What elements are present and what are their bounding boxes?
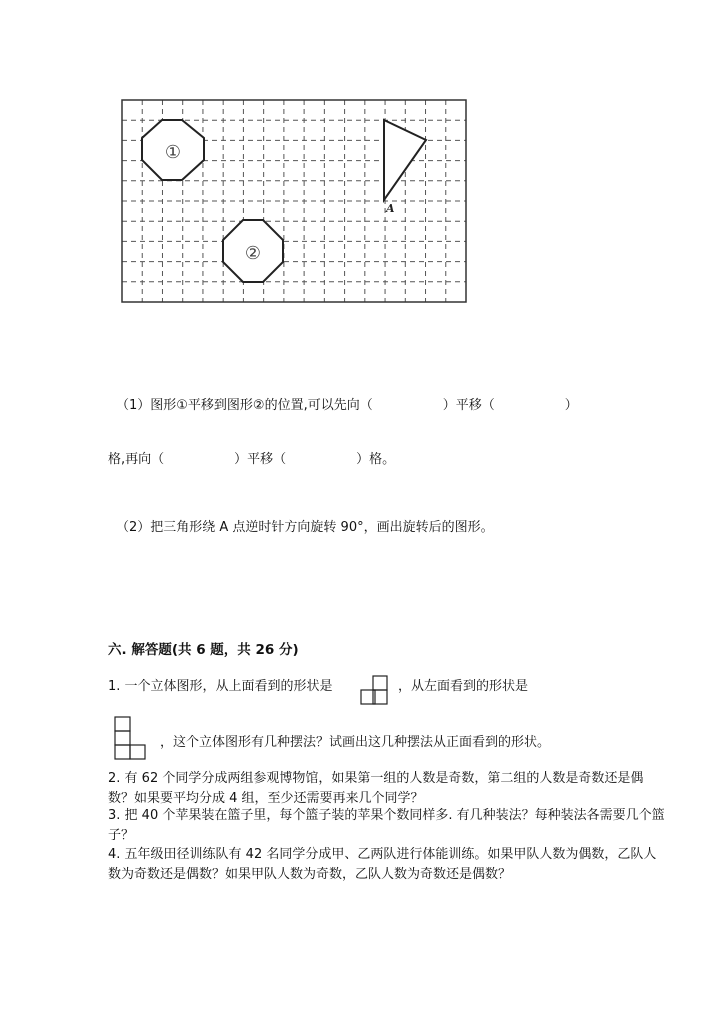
problem-4: 4. 五年级田径训练队有 42 名同学分成甲、乙两队进行体能训练。如果甲队人数为偶数，乙队人数为奇数还是偶数？如果甲队人数为奇数，乙队人数为奇数还是偶数？ — [108, 847, 657, 882]
problem-3: 3. 把 40 个苹果装在篮子里，每个篮子装的苹果个数同样多. 有几种装法？每种装法各需要几个篮子？ — [108, 808, 665, 843]
question-1-line-1 — [116, 396, 578, 416]
q1-line2-part-b: ）平移（ — [234, 452, 287, 467]
q1-line1-part-c: ） — [564, 398, 578, 413]
problem-1-left-view-text: ，从左面看到的形状是 — [398, 679, 529, 694]
question-2: （2）把三角形绕 A 点逆时针方向旋转 90°，画出旋转后的图形。 — [116, 520, 494, 535]
q1-line1-part-b: ）平移（ — [442, 398, 495, 413]
section-title: 六. 解答题(共 6 题，共 26 分) — [108, 642, 299, 658]
shape-2-label: ② — [244, 243, 262, 264]
triangle-shape — [384, 120, 426, 200]
q1-line1-part-a: （1）图形①平移到图形②的位置,可以先向（ — [116, 398, 373, 413]
problem-1-top-view-text: 1. 一个立体图形，从上面看到的形状是 — [108, 679, 333, 694]
q1-line2-part-a: 格,再向（ — [108, 452, 165, 467]
problem-2: 2. 有 62 个同学分成两组参观博物馆，如果第一组的人数是奇数，第二组的人数是奇数还是偶数？如果要平均分成 4 组，至少还需要再来几个同学？ — [108, 771, 644, 806]
problem-1-question-text: ，这个立体图形有几种摆法？试画出这几种摆法从正面看到的形状。 — [160, 735, 551, 750]
q1-line2-part-c: ）格。 — [356, 452, 396, 467]
question-1-line-2 — [108, 450, 395, 470]
shape-1-label: ① — [164, 142, 182, 163]
left-view-icon — [113, 715, 149, 763]
top-view-icon — [359, 674, 391, 706]
grid-figure — [118, 98, 470, 304]
point-a-label: A — [386, 202, 395, 215]
